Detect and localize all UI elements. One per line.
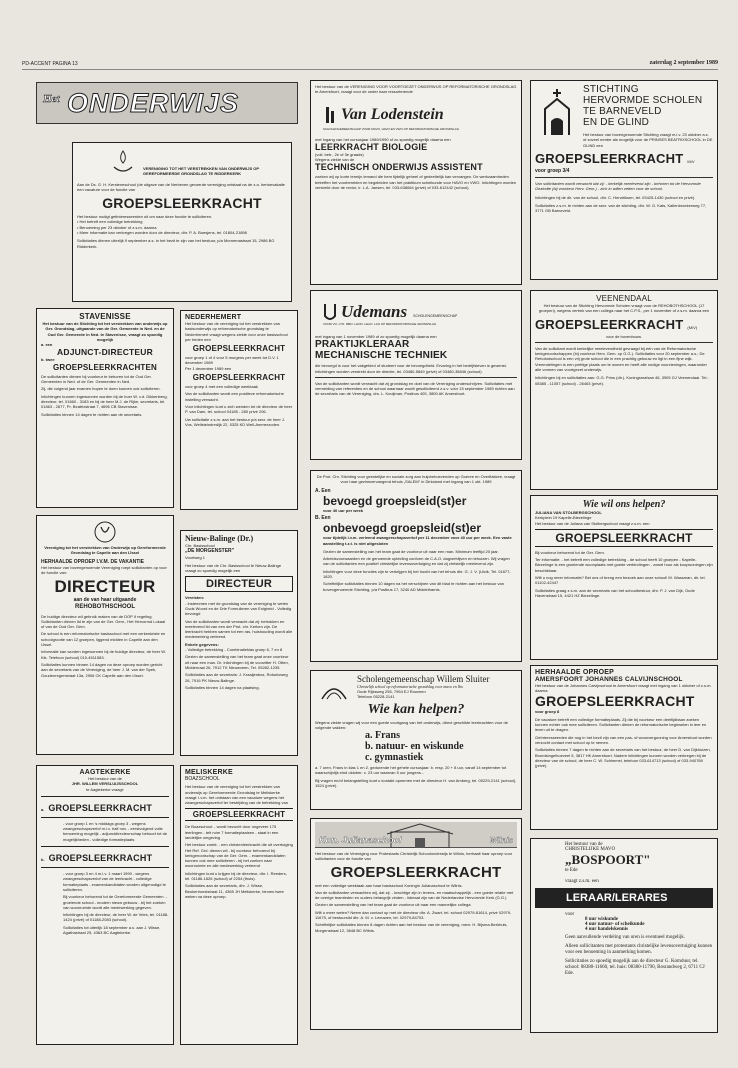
- ad-ju-body: Van de sollicitanten verwachten wij, dat zij: - krachtige zijn in levens- en maatschappelijk - een goede relatie met de overige teamleden en ouders belangrijk vinden - lidmaat zijn van de Nederlandse Hervormde Kerk (G.G.): [315, 889, 514, 901]
- ad-ws-title: Wie kan helpen?: [367, 701, 465, 717]
- ad-am-t: GROEPSLEERKRACHT: [535, 692, 695, 709]
- ad-sb-l4: EN DE GLIND: [583, 117, 650, 128]
- ad-sa-t1s: voor 40 uur per week: [323, 507, 364, 513]
- ad-ws-det: a. 7 uren, Frans in klas 1 en 2, gedurende het gehele cursusjaar. b. resp. 20 + 8 uur, vanaf 14 september tot waarschijnlijk eind oktober. c. 23 uur waarvan 5 uur jongens...: [315, 765, 507, 776]
- ad-ws-b: b. natuur- en wiskunde: [365, 741, 464, 753]
- ad-bp-l1: Het bestuur van de: [565, 842, 603, 847]
- ad-ka-t: GROEPSLEERKRACHT: [535, 529, 713, 547]
- ad-ud-body: die bevoegd is voor het vakgebied of studeert voor de bevoegdheid. Ervaring in het bedrijfsleven is gewenst. Inlichtingen worden verstrekt door de directie, tel. 03480-5849 (privé) of 03480-35846 (school).: [315, 363, 507, 374]
- ad-sb-l2: HERVORMDE SCHOLEN: [583, 95, 703, 106]
- ad-ud-logo-right: SCHOLENGEMEENSCHAP: [413, 314, 458, 318]
- ad-ridderkerk-foot: Sollicitaties dienen uiterlijk 9 september a.s. in het bezit te zijn van het bestuur, p/a Mornemastraat 15, 2986 BG Ridderkerk.: [77, 238, 275, 249]
- ad-ca-h: HERHAALDE OPROEP I.V.M. DE VAKANTIE: [41, 558, 144, 565]
- ad-vd-p1: Het bestuur van de Stichting Hervormde Scholen vraagt voor de REHOBOTHSCHOOL (17 groepen), wegens vertrek van een collega naar het C.P.S., per 1 november of z.s.m. daarna een: [538, 303, 710, 314]
- ad-ag-list1: - voor groep 1 en 's middags groep 3 - wegens zwangerschapsverlof m.i.v. half nov. - eerstvolgend volle benoeming mogelijk - adjunctdirecteurschap behoort tot de mogelijkheden - volledige formatieplaats: [63, 820, 168, 842]
- ad-nb-vh: Vereisten:: [185, 595, 205, 601]
- ad-ag-a: a.: [41, 806, 45, 812]
- ad-ml-title: MELISKERKE: [185, 769, 233, 776]
- ad-vl-p2: Wegens ziekte van de: [315, 157, 355, 163]
- ad-bp-l5: voor: [565, 912, 575, 917]
- ad-ca-foot: Sollicitaties kunnen binnen 14 dagen na deze oproep worden gericht aan de secretaris van de Vereniging, de heer J. M. van der Spek, Goudenregenstraat 13a, 2906 CK Capelle aan den IJssel.: [41, 661, 163, 678]
- ad-nb-p2: Gezien de samenstelling van het team gaat onze voorkeur uit naar een man. Dr. inlichtingen bij de voorzitter H. Otten, Middenraai 26, 7912 TK Nieuwveen, Tel. 05282-1235.: [185, 654, 289, 670]
- ad-amersfoort: [530, 665, 718, 830]
- ad-ju-info: Wilt u meer weten? Neem dan contact op met de directeur dhr. A. Zwart, tel. school 02979-81614, privé 02979-11675, of bestuurslid dhr. A. M. v. Leeuwen, tel. 02979-84703.: [315, 909, 512, 921]
- ad-ca-sub2: REHOBOTHSCHOOL: [75, 603, 135, 610]
- ad-sa-t2s: voor tijdelijk i.v.m. verleend zwangerschapsverlof per 11 december voor 40 uur per week. Een vaste aanstelling t.z.t. is niet uitgesloten: [323, 535, 512, 546]
- ad-vl-logo: Van Lodenstein: [341, 105, 444, 123]
- ad-sa-foot: Schriftelijke sollicitaties binnen 10 dagen na het verschijnen van dit blad te richten aan het bestuur van bovengenoemde Stichting, p/a Postbus 17, 3240 AD Middelharnis.: [323, 581, 505, 592]
- page-header-left: PD-ACCENT PAGINA 13: [22, 61, 78, 67]
- ad-st-foot: Sollicitaties binnen 14 dagen te richten aan de secretaris.: [41, 411, 143, 417]
- ad-nieuw-balinge: [180, 530, 298, 756]
- ad-st-t2: GROEPSLEERKRACHTEN: [52, 362, 158, 372]
- ad-ka-title: Wie wil ons helpen?: [582, 499, 666, 510]
- ad-ca-p1: Vereniging tot het verstrekken van Onderwijs op Gereformeerde Grondslag te Capelle aan den IJssel: [44, 545, 166, 556]
- ad-vd-title: GROEPSLEERKRACHT: [535, 316, 684, 332]
- ad-ca-p2: Het bestuur van bovengenoemde Vereniging roept sollicitanten op voor de functie van:: [41, 564, 167, 576]
- ad-vd-title1: VEENENDAAL: [596, 294, 652, 303]
- ad-nb-p1: Het bestuur van de Chr. Basisschool te Nieuw-Balinge vraagt zo spoedig mogelijk een: [185, 562, 282, 574]
- ad-vd-info: Inlichtingen bij en sollicitaties aan: G.G. Prins (dir.), Koningsmaïsan 46, 3905 GJ Veenendaal. Tel.: 08385 - 11057 (school) - 26463 (privé).: [535, 375, 709, 386]
- ad-ud-foot: Van de sollicitanten wordt verwacht dat zij grondslag en doel van de Vereniging onderschrijven. Sollicitaties met vermelding van referenties en de school waarnaar wordt gesolliciteerd z.s.v. vóór 15 september 1989 richten aan de secretaris van de Vereniging, drs. L. Kooijman, Postbus 405, 3800 AK Amersfoort.: [315, 380, 515, 397]
- ad-ju-place: Wilnis: [489, 836, 513, 845]
- ad-nb-l2: Voortweg 1: [185, 554, 206, 560]
- ad-ka-p2: Wilt u nog meer informatie? Bel ons of breng een bezoek aan onze school! M. Wassman, dir. tel. 01102-42447: [535, 575, 706, 586]
- ad-ridderkerk-org: VERENIGING TOT HET VERSTREKKEN VAN ONDERWIJS OP GEREFORMEERDE GRONDSLAG TE RIDDERKERK: [143, 166, 259, 177]
- capelle-logo-icon: [94, 521, 116, 543]
- ad-nb-title: Nieuw-Balinge (Dr.): [185, 534, 254, 543]
- banner-het: Het: [43, 93, 60, 105]
- ad-sb-foot: Sollicitaties z.s.m. te richten aan de secr. van de stichting, dhr. W. G. Kats, Kallenbroekerweg 77, 3771 GB Barneveld.: [535, 202, 707, 214]
- ad-ws-foot: Bij vragen en/of belangstelling kunt u kontakt opnemen met de directeur H. van Amberg, tel. 05229-2141 (school), 1524 (privé).: [315, 777, 517, 789]
- ad-vl-logo-sub: SCHOLENGEMEENSCHAP VOOR MAVO, HAVO EN VWO OP REFORMATORISCHE GRONDSLAG: [323, 126, 460, 131]
- ad-bp-l2: CHRISTELIJKE MAVO: [565, 847, 616, 852]
- ad-ka-place: Kerkplein 19 Kapelle-Biezelinge: [535, 515, 592, 521]
- ad-ju-p2: met een volledige weektaak aan haar basisschool Koningin Julianaschool te Wilnis.: [315, 882, 463, 888]
- ad-kapelle: [530, 495, 718, 660]
- ad-bp-i3: 4 uur handelskennis: [585, 927, 628, 932]
- ad-ag-body: Bij voorkeur behorend tot de Gereformeerde Gemeenten. - groeiende school - modern nieuw gebouw - bij het zoeken van woonruimte wordt alle medewerking gegeven.: [63, 894, 168, 910]
- ad-sb-sub: voor groep 3/4: [535, 167, 570, 174]
- ad-st-info: Inlichtingen kunnen ingewonnen worden bij de hoer W. v.d. Dikkenberg, directeur, tel. 01660 - 3183 en bij de heer M.J. de Rijke, secretaris, tel. 01663 - 2877, Pr. Beatrixstraat 7, 4696 CB Stavenisse.: [41, 393, 168, 410]
- banner-title: ONDERWIJS: [67, 88, 240, 118]
- ad-ka-foot: Sollicitaties graag z.s.m. aan de secretaris van het schoolbestuur, dhr. P. J. van Dijk, Oude Havenstraat 15, 4421 HZ Biezelinge.: [535, 587, 695, 598]
- ad-capelle: [36, 515, 174, 755]
- ad-ws-l4: Telefoon 05228-2141: [357, 694, 395, 700]
- ad-ca-info: Informatie kan worden ingewonnen bij de huidige directeur, de heer W. Kik. Telefoon (school) 010-4511583.: [41, 649, 166, 660]
- ad-nh-info: Voor inlichtingen kunt u zich wenden tot de directeur de heer P. van Dam, tel. school 04185 - 280 privé 206.: [185, 403, 293, 415]
- ad-ag-t1: GROEPSLEERKRACHT: [48, 802, 153, 813]
- ad-vl-p1: met ingang van het cursusjaar 1989/1990 of zo spoedig mogelijk daarna een: [315, 136, 451, 142]
- ad-nh-foot: Uw sollicitatie z.s.m. aan het bestuur p/a secr. de heer J. Vos, Wellsteindredijk 22, 5325 KD Well-Ammerzoden.: [185, 416, 286, 427]
- ad-ml-p1: Het bestuur van de vereniging tot het verstrekken van onderwijs op Gereformeerde Grondslag te Meliskerke vraagt: i.v.m. het ontstaan van een vacature wegens het zwangerschapsverlof ter bestrijding van de betrekking van: [185, 784, 288, 806]
- ad-ws-a: a. Frans: [365, 730, 400, 742]
- ad-vd-tsuf: (M/V): [687, 324, 698, 330]
- ad-ws-l1: Scholengemeenschap Willem Sluiter: [357, 674, 490, 684]
- ad-meliskerke: [180, 765, 298, 1045]
- ad-vl-body: zoeken wij op korte termijn iemand die hem tijdelijk geheel of gedeeltelijk kan vervangen. De werkzaamheden betreffen het voorbereiden en begeleiden van het praktikum scheikunde voor HAVO en VWO. Inlichtingen worden verstrekt door de rector, ir. L.A. Jansen, tel. 033-638064 (privé) of 033-612442 (school).: [315, 174, 517, 191]
- ad-ud-p1: met ingang van 1 november 1989 of zo spoedig mogelijk daarna een: [315, 334, 437, 339]
- ad-nb-body: Van de sollicitanten wordt verwacht dat zij: betrokken en meelevend lid van een der Prot. chr. Kerken zijn. De leerkracht hebben samen tot een ras, huishouding wordt alle medewerking verleend.: [185, 618, 293, 640]
- ad-ju-title: Kon. Julianaschool: [319, 835, 402, 845]
- ad-st-b: b. twee: [41, 357, 55, 363]
- ad-ju-p3: Gezien de samenstelling van het team gaat de voorkeur uit naar een mannelijke collega.: [315, 902, 472, 908]
- ad-bp-i2: 4 uur natuur- of scheikunde: [585, 922, 645, 927]
- ad-ridderkerk-b3: • Meer informatie kan verkregen worden door de directeur, dhr. P. A. Boesjens, tel. 01804-21898: [77, 230, 247, 236]
- ad-bp-foot: Sollicitaties zo spoedig mogelijk aan de directeur G. Komduur, tel. school: 08380-11660, tel. huis: 08380-11790, Bosrandweg 2, 6711 CJ Ede.: [565, 959, 705, 976]
- ad-julianaschool: [310, 818, 522, 1030]
- udemans-logo-icon: [323, 302, 337, 322]
- ad-ju-t: GROEPSLEERKRACHT: [330, 863, 502, 881]
- ad-ca-body2: De school is een reformatorische basisschool met een verkenkriste en schoolgrootte van 12 groepen, liggend midden in Capelle aan den IJssel.: [41, 631, 166, 648]
- ad-ka-info: Ter informatie: - het betreft een volledige betrekking - de school heeft 10 groepen - Kapelle-Biezelinge is een groeiende woonplaats met goede verbindingen - zowel huur als koopwoningen zijn beschikbaar.: [535, 557, 713, 573]
- ad-van-lodenstein: [310, 80, 522, 285]
- ad-stavenisse: [36, 308, 174, 508]
- ad-veenendaal: [530, 290, 718, 490]
- ad-am-body: De vacature betreft een volledige formatieplaats. Zij die bij voorkeur een deeltijdbaan zoeken kunnen echter ook mee solliciteren. Sollicitanten dienen de reformatorische beginselen in leer en leven uit te dragen.: [535, 716, 707, 733]
- ad-ca-body: De huidige directeur wil gebruik maken van de DOP II regeling. Sollicitanten dienen lid te zijn van de Ger. Gem., Het Hervormd Lokaal of van de Oud Ger. Gem.: [41, 613, 166, 630]
- ad-am-p1: Het bestuur van de Johannes Calvijnschool te Amersfoort vraagt met ingang van 1 oktober of z.s.m. daarna: [535, 683, 712, 694]
- ad-st-t1: ADJUNCT-DIRECTEUR: [57, 347, 153, 358]
- ad-aagtekerke: [36, 765, 174, 1045]
- ad-ml-info: Inlichtingen kunt u krijgen bij de directeur, dhr. I. Reeders, tel. 01186-1626 (school) of 2254 (thuis).: [185, 870, 287, 882]
- ad-am-info: Sollicitaties binnen 7 dagen te richten aan de secretaris van het bestuur, de heer D. van Dijkhuizen, Broedsingelhoeveel 5, 3817 HK Amersfoort. Nadere inlichtingen kunnen worden verkregen bij de directeur van de school, de heer C. W. Schimmel, telefoon 033-614713 (school) of 033-940789 (privé).: [535, 747, 711, 769]
- ad-am-sub: voor groep 8: [535, 708, 560, 714]
- ad-ud-logo: Udemans: [341, 302, 408, 321]
- ad-am-h2: AMERSFOORT JOHANNES CALVIJNSCHOOL: [535, 676, 683, 683]
- ad-salem: [310, 470, 522, 662]
- ad-st-a: a. een: [41, 342, 53, 348]
- ad-bp-body: Geen aanvullende verdeling van uren is eventueel mogelijk.: [565, 935, 685, 940]
- ad-ca-sub1: aan de van haar uitgaande: [73, 597, 137, 604]
- ad-st-title: STAVENISSE: [79, 312, 131, 321]
- ad-vd-body: Van de sollicitant wordt kerkelijke meelevendheid gevraagd bij één van de Reformatorische kerkgenootschappen (bij voorkeur Herv. Gem. op G.G.). Sollicitaties voor 20 september a.s.; De Rehobotschool is een vrij grote school die in een prachtig gebouw en ligt in een fijne wijk. Vreemdelingen is een prettige plaats om te wonen en heeft alle nodige voorzieningen, waaronder alle vormen van voortgezet onderwijs.: [535, 345, 707, 373]
- ad-bp-body2: Alleen sollicitanten met protestants christelijke levensovertuiging kunnen voor een benoeming in aanmerking komen.: [565, 944, 713, 955]
- ad-ju-p1: Het bestuur van de Vereniging voor Protestants Christelijk Schoolonderwijs te Wilnis, herhaalt haar oproep voor sollicitanten voor de functie van: [315, 851, 513, 862]
- ad-ag-p2: te Aagtekerke vraagt:: [86, 786, 124, 792]
- ad-sa-head: De Prot. Chr. Stichting voor geestelijke en sociale zorg aan hulpbehoevenden op Goeree en Overflakkee, vraagt voor haar gezinsvervangend tehuis „SALEM" in Dirksland met ingang van 1 okt. 1989: [316, 474, 516, 485]
- ad-ws-c: c. gymnastiek: [365, 752, 424, 764]
- page-header: [22, 60, 718, 70]
- ad-vl-head: Het bestuur van de VERENIGING VOOR VOORTGEZET ONDERWIJS OP REFORMATORISCHE GRONDSLAG te Amersfoort, vraagt voor de onder haar ressorterende: [315, 84, 517, 95]
- ad-bp-i1: 8 uur wiskunde: [585, 917, 618, 922]
- page-header-date: zaterdag 2 september 1989: [649, 60, 718, 66]
- ad-ml-b2: Het bestuur zoekt: - een christenleerkracht die uit overtuiging Het Ref. Grd. dienen wil - bij voorkeur behorend bij kerkgenootschap van de Ger. Gem. - examenkandidaten kunnen ook mee solliciteren - bij het zoeken naar woonruimte en alle medewerking verleend: [185, 842, 293, 869]
- ad-vd-sub: voor de bovenbouw.: [606, 333, 642, 339]
- ad-ml-sub: BOAZSCHOOL: [185, 776, 220, 782]
- ad-sb-info: Inlichtingen bij de dir. van de school, dhr. C. Hendriksen, tel. 03425-1430 (school en privé).: [535, 194, 696, 200]
- ad-nb-e: - Volledige betrekking - Combinatieklas groep 6, 7 en 8: [185, 647, 283, 653]
- ad-sb-l1: STICHTING: [583, 84, 639, 95]
- ad-ridderkerk-intro: Aan de Ds. G. H. Kersteneschool (de uitgave van de Nerbeven gevoerde vereniging ontstaat na de z.a. hertoevakatie een vacature voor de functie van: [77, 181, 285, 192]
- ad-ag-info: Inlichtingen bij de directeur, de heer W. de Vries, tel. 01188-1424 (privé) of 01188-2083 (school).: [63, 912, 169, 923]
- ad-st-b2: Zij, die volgend jaar examen hopen te doen kunnen ook solliciteren.: [41, 386, 161, 392]
- ad-nh-t1: GROEPSLEERKRACHT: [192, 344, 286, 354]
- ad-stichting-barneveld: [530, 80, 718, 280]
- ad-ag-name: JHR. WILLEM VERSLUIJSSCHOOL: [71, 781, 139, 787]
- ad-ud-logo-sub: VOOR VO. LTO. MBO. LHNO. LEAO. LAO OP REFORMATORISCHE GRONDSLAG: [323, 322, 437, 326]
- ad-ag-list2: - voor groep 3 en 4 m.i.v. 1 maart 1990 - wegens zwangerschapsverlof van de leerkracht - volledige formatieplaats - examenkandidaten worden uitgenodigd te solliciteren.: [63, 871, 166, 892]
- ad-ag-t2: GROEPSLEERKRACHT: [48, 853, 153, 864]
- ad-ws-p1: Wegens ziekte vragen wij voor een goede voortgang van het onderwijs, direct geschikte leerkrachten voor de volgende vakken:: [315, 719, 508, 730]
- ad-sb-list: Van sollicitanten wordt verwacht dat zij: - kerkelijk meelevend zijn - behoren tot de Hervormde Gezindte (bij voorkeur Herv. Gem.) - zich in willen zetten voor de school.: [535, 181, 701, 192]
- ad-st-body: De sollicitanten dienen bij voorkeur te behoren tot de Oud Ger. Gemeenten in Ned. of de Ger. Gemeenten in Ned.: [41, 373, 152, 385]
- ad-vl-t1sub: (voll. betr., 2e of 3e graads): [315, 151, 364, 157]
- ad-ridderkerk-body: Het bestuur nodigt getinteresseerden uit om naar deze functie te solliciteren.: [77, 214, 213, 220]
- ad-ju-foot: Schriftelijke sollicitaties binnen 8 dagen richten aan het bestuur van de vereniging, mevr. H. Bijsma-Berkhuis, Morgenstraat 12, 3648 BC Wilnis.: [315, 922, 508, 933]
- ad-bospoort: [530, 838, 718, 1033]
- ad-nh-p1: Het bestuur van de vereniging tot het verstrekken van basisonderwijs op reformatorische grondslag te Nederhemert vraagt wegens ziekte voor onze basisschool per heden een: [185, 321, 288, 342]
- ad-nb-name: „DE MORGENSTER": [185, 548, 235, 555]
- ad-nb-l1: Chr. Basisschool: [185, 543, 215, 548]
- ad-nh-p2: voor groep 1 of 4 voor 5 morgens per week tot D.V. 1 december 1989: [185, 355, 279, 366]
- ad-ridderkerk-b2: • Benoeming per 23 oktober of z.s.m. daarna: [77, 224, 157, 230]
- ad-vl-t1: LEERKRACHT BIOLOGIE: [315, 141, 428, 152]
- ad-ws-l3: Oude Rijksweg 255, 7954 EJ Rouveen: [357, 689, 426, 694]
- ad-ka-name: JULIANA VAN STOLBERGSCHOOL: [535, 510, 602, 515]
- ad-ridderkerk-b1: • Het betreft een volledige betrekking: [77, 219, 143, 225]
- ad-nb-foot2: Sollicitaties binnen 14 dagen na plaatsing.: [185, 684, 260, 690]
- willem-sluiter-logo-icon: [319, 679, 349, 703]
- ad-nh-body: Van de sollicitanten wordt een positieve reformatorische instelling verwacht.: [185, 391, 284, 402]
- ad-ud-t2: MECHANISCHE TECHNIEK: [315, 350, 448, 362]
- ad-nh-p3: Per 1 december 1989 een: [185, 365, 232, 371]
- ad-sa-t1: bevoegd groepsleid(st)er: [323, 493, 467, 508]
- ad-nb-eh: Enkele gegevens:: [185, 641, 219, 647]
- ad-sb-title: GROEPSLEERKRACHT: [535, 150, 684, 166]
- ad-udemans: [310, 290, 522, 460]
- ad-ridderkerk-title: GROEPSLEERKRACHT: [102, 195, 262, 212]
- ad-nb-foot: Sollicitaties aan de secretaris: J. Kraaijenbos, Rotonloweg 26, 7916 PK Nieuw-Balinge.: [185, 672, 288, 683]
- ad-sa-a: A. Een: [315, 487, 331, 494]
- ad-bp-l3: te Ede: [565, 868, 578, 873]
- ad-ud-t1: PRAKTIJKLERAAR: [315, 339, 410, 351]
- church-logo-icon: [537, 87, 577, 137]
- ad-bp-name: „BOSPOORT": [565, 852, 651, 867]
- ad-st-p1: Het bestuur van de Stichting tot het verstrekken van onderwijs op Ger. Grondslag, uitgaande van de Ger. Gemeente in Ned. en de Oud Ger. Gemeente in Ned. te Stavenisse, vraagt zo spoedig mogelijk: [42, 321, 168, 342]
- ad-willem-sluiter: [310, 670, 522, 810]
- ad-ca-title: DIRECTEUR: [54, 577, 156, 597]
- ad-sb-l3: TE BARNEVELD: [583, 106, 662, 117]
- ad-ka-sub: Bij voorkeur behorend tot de Ger. Gem.: [535, 549, 605, 555]
- ad-ag-title: AAGTEKERKE: [79, 769, 131, 776]
- ad-ml-t: GROEPSLEERKRACHT: [185, 808, 293, 821]
- ad-sa-p3: Inlichtingen voor deze functies zijn te verkrijgen bij het hoofd van het tehuis dhr. G. J. V. (Ulcik, Tel. 01877-1820.: [323, 568, 511, 580]
- ad-ws-l2: Christelijk school op reformatorische grondslag voor mavo en lbo: [357, 684, 463, 689]
- ad-bp-l4: vraagt z.s.m. een: [565, 879, 599, 884]
- ad-ml-foot: Sollicitaties aan de secretaris, dhr. J. Wisse, Beukenhorststraat 11, 4365 JH Meliskerke, binnen twee weken na deze oproep.: [185, 883, 284, 899]
- ad-vl-t2: TECHNISCH ONDERWIJS ASSISTENT: [315, 162, 483, 173]
- lamp-logo-icon: [111, 149, 135, 175]
- ad-ag-foot: Sollicitaties tot uiterlijk 18 september a.s. aan J. Wisse, Agathastraat 25, 4363 BC Aagtekerke.: [63, 924, 161, 936]
- ad-ag-b: b.: [41, 857, 45, 863]
- ad-bp-t: LERAAR/LERARES: [535, 888, 713, 908]
- ad-sa-t2: onbevoegd groepsleid(st)er: [323, 521, 482, 536]
- ad-sb-tsuf: M/V: [687, 158, 695, 164]
- ad-nederhemert: [180, 310, 298, 510]
- ad-ag-p1: Het bestuur van de: [88, 776, 122, 781]
- ad-nb-t: DIRECTEUR: [185, 576, 293, 592]
- ad-ml-body: De Boazschool: - wordt bezocht door ongeveer 175 leerlingen - telt ruim 7 formatieplaatsen - staat in een landelijke omgeving: [185, 824, 279, 840]
- ad-nh-title: NEDERHEMERT: [185, 314, 242, 321]
- ad-sa-p2: Arbeidsvoorwaarden en de genoemde opleiding conform de C.A.O. dagverblijven en tehuizen. Wij vragen van de sollicitanten een positief christelijke levensovertuiging en dat zij christelijk meelevend zijn.: [323, 556, 510, 567]
- ad-ridderkerk: [72, 142, 292, 302]
- lodenstein-logo-icon: [323, 105, 337, 125]
- ad-am-body2: Geïnteresseerden die nog in het bezit zijn van een pas- of woonvergunning voor Amersfoort worden verzocht contact met school op te nemen.: [535, 734, 712, 746]
- ad-sa-p1: Gezien de samenstelling van het team gaat de voorkeur uit naar een man. Minimum leeftijd 20 jaar.: [323, 548, 499, 554]
- ad-am-h1: HERHAALDE OPROEP: [535, 669, 615, 676]
- ad-ka-p1: Het bestuur van de Juliana van Stolbergschool vraagt z.s.m. een: [535, 520, 650, 526]
- ad-nb-v: - Instemmen met de grondslag van de vereniging te weten Gods Woord en de Drie Formulieren van Enigheid - Volledig bevoegd: [185, 600, 292, 617]
- ad-nh-p4: voor groep 4 met een volledige weektaak: [185, 384, 258, 390]
- ad-sa-b: B. Een: [315, 515, 331, 522]
- onderwijs-banner: [36, 82, 298, 124]
- ad-sb-p1: Het bestuur van bovengenoemde Stichting vraagt m.i.v. 23 oktober a.s. of zoveel eerder als mogelijk voor de PRINSES BEATRIXSCHOOL in DE GLIND een: [583, 132, 713, 148]
- ad-nh-t2: GROEPSLEERKRACHT: [192, 373, 286, 383]
